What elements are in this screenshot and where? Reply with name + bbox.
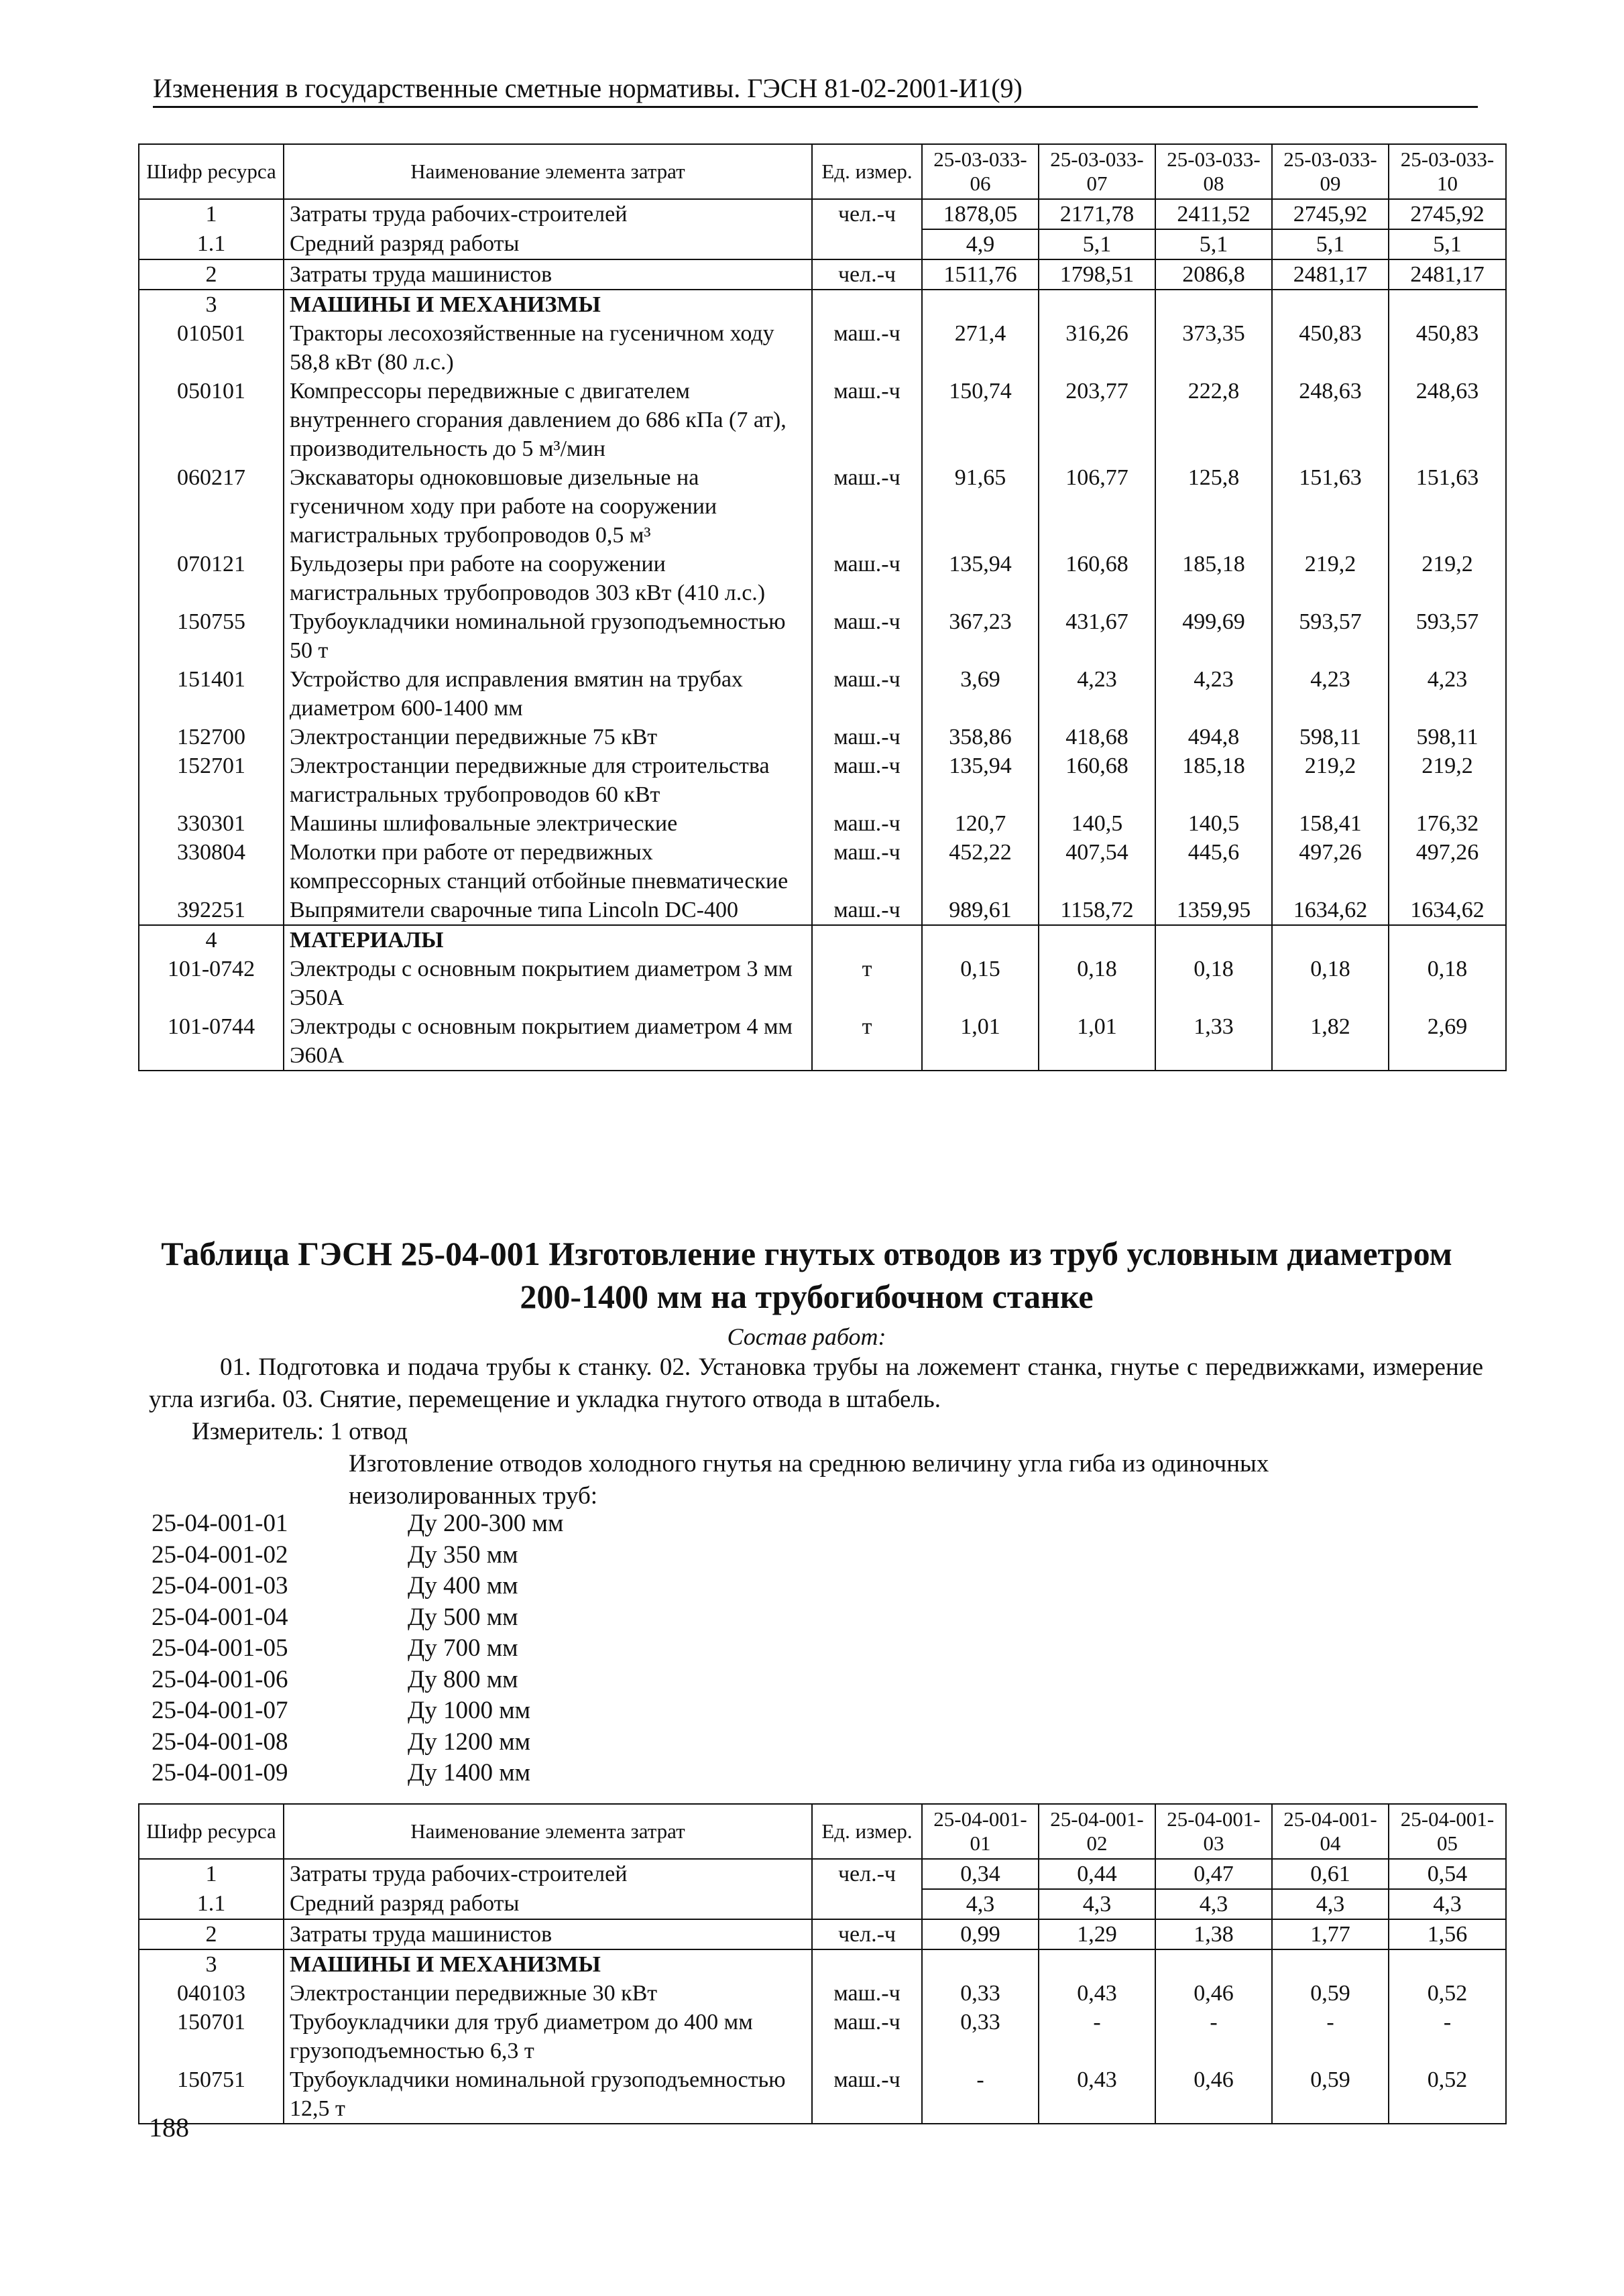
table-row [139,1889,1506,1919]
table-row [139,319,1506,377]
norm-code: 25-04-001-03 [152,1572,288,1599]
row-value [1039,925,1155,955]
row-value: 450,83 [1272,319,1389,377]
row-value: 0,18 [1389,955,1506,1012]
row-unit [812,229,922,259]
row-value: - [1039,2008,1155,2065]
row-value: 1,82 [1272,1012,1389,1071]
row-name: МАТЕРИАЛЫ [284,925,812,955]
row-value: 1798,51 [1039,259,1155,290]
row-value: 0,47 [1155,1859,1272,1889]
meter-text: Измеритель: 1 отвод [192,1418,408,1445]
row-name: Молотки при работе от передвижных компрессорных станций отбойные пневматические [284,838,812,896]
row-value: 120,7 [922,809,1039,838]
col-header-norm: 25-04-001-05 [1389,1804,1506,1859]
row-value [922,290,1039,319]
row-value [1155,290,1272,319]
row-value: 497,26 [1389,838,1506,896]
row-name: Машины шлифовальные электрические [284,809,812,838]
row-value: 4,23 [1155,665,1272,723]
row-value: 2481,17 [1272,259,1389,290]
norm-diameter: Ду 700 мм [408,1634,518,1662]
norm-diameter: Ду 200-300 мм [408,1510,564,1537]
row-value: - [1272,2008,1389,2065]
row-value: 431,67 [1039,607,1155,665]
col-header-name: Наименование элемента затрат [284,1804,812,1859]
row-code: 3 [139,290,284,319]
row-value: 248,63 [1272,377,1389,463]
row-value: 1,38 [1155,1919,1272,1949]
row-value: 5,1 [1039,229,1155,259]
row-name: Средний разряд работы [284,229,812,259]
norm-diameter: Ду 400 мм [408,1572,518,1599]
table-row [139,1012,1506,1071]
table-row [139,2008,1506,2065]
row-code: 152700 [139,723,284,751]
row-unit: маш.-ч [812,377,922,463]
row-value: 135,94 [922,751,1039,809]
row-value: 4,3 [1272,1889,1389,1919]
row-value: 140,5 [1039,809,1155,838]
norm-code: 25-04-001-09 [152,1759,288,1787]
row-value: 151,63 [1389,463,1506,550]
row-name: Электроды с основным покрытием диаметром 4 мм Э60А [284,1012,812,1071]
row-value: 1,01 [922,1012,1039,1071]
col-header-norm: 25-04-001-02 [1039,1804,1155,1859]
row-value: 140,5 [1155,809,1272,838]
row-value: 0,59 [1272,1979,1389,2008]
norm-item [152,1665,563,1696]
table-row [139,1979,1506,2008]
row-unit: маш.-ч [812,319,922,377]
col-header-unit: Ед. измер. [812,1804,922,1859]
col-header-name: Наименование элемента затрат [284,144,812,199]
row-name: Трубоукладчики номинальной грузоподъемностью 12,5 т [284,2065,812,2124]
row-name: Трубоукладчики номинальной грузоподъемностью 50 т [284,607,812,665]
row-value [1155,1949,1272,1979]
row-name: Затраты труда машинистов [284,259,812,290]
row-value: 1158,72 [1039,896,1155,925]
row-unit: маш.-ч [812,1979,922,2008]
row-name: Электростанции передвижные для строительства магистральных трубопроводов 60 кВт [284,751,812,809]
norm-description: Изготовление отводов холодного гнутья на среднюю величину угла гиба из одиночных неизолированных труб: [349,1450,1269,1510]
row-value: 2,69 [1389,1012,1506,1071]
row-value: 248,63 [1389,377,1506,463]
row-value [922,925,1039,955]
col-header-norm: 25-04-001-03 [1155,1804,1272,1859]
row-value: 445,6 [1155,838,1272,896]
row-value: 598,11 [1389,723,1506,751]
row-value: 150,74 [922,377,1039,463]
row-value: 0,33 [922,1979,1039,2008]
row-unit: маш.-ч [812,463,922,550]
row-value: - [1155,2008,1272,2065]
row-unit: маш.-ч [812,751,922,809]
row-value: 1634,62 [1272,896,1389,925]
row-code: 152701 [139,751,284,809]
norm-code: 25-04-001-08 [152,1728,288,1756]
row-unit: чел.-ч [812,1919,922,1949]
row-unit [812,1949,922,1979]
table-row [139,896,1506,925]
row-unit [812,290,922,319]
norm-item [152,1633,563,1665]
row-unit: маш.-ч [812,2065,922,2124]
row-name: МАШИНЫ И МЕХАНИЗМЫ [284,290,812,319]
operations-text: 01. Подготовка и подача трубы к станку. 02. Установка трубы на ложемент станка, гнутье с передвижками, измерение угла изгиба. 03. Снятие, перемещение и укладка гнутого отвода в штабель. [149,1353,1483,1413]
col-header-norm: 25-03-033-06 [922,144,1039,199]
row-name: МАШИНЫ И МЕХАНИЗМЫ [284,1949,812,1979]
norm-item [152,1571,563,1602]
row-value: 5,1 [1389,229,1506,259]
row-name: Затраты труда рабочих-строителей [284,1859,812,1889]
row-value: 4,23 [1389,665,1506,723]
row-code: 050101 [139,377,284,463]
table-row [139,550,1506,607]
row-value: 4,23 [1039,665,1155,723]
row-value: 450,83 [1389,319,1506,377]
row-unit: маш.-ч [812,2008,922,2065]
row-unit [812,1889,922,1919]
row-code: 150751 [139,2065,284,2124]
row-value: 222,8 [1155,377,1272,463]
col-header-norm: 25-03-033-08 [1155,144,1272,199]
row-code: 151401 [139,665,284,723]
row-unit: чел.-ч [812,199,922,229]
row-value: 0,18 [1272,955,1389,1012]
row-name: Электростанции передвижные 30 кВт [284,1979,812,2008]
row-name: Выпрямители сварочные типа Lincoln DC-400 [284,896,812,925]
page-number: 188 [149,2112,189,2142]
col-header-norm: 25-04-001-01 [922,1804,1039,1859]
table-row [139,751,1506,809]
row-code: 150755 [139,607,284,665]
row-value: 271,4 [922,319,1039,377]
row-name: Компрессоры передвижные с двигателем внутреннего сгорания давлением до 686 кПа (7 ат), производительность до 5 м³/мин [284,377,812,463]
row-code: 2 [139,259,284,290]
row-code: 1.1 [139,229,284,259]
row-value: 0,54 [1389,1859,1506,1889]
row-value: 2086,8 [1155,259,1272,290]
table-row [139,2065,1506,2124]
row-value [1389,1949,1506,1979]
row-value: 4,3 [1039,1889,1155,1919]
row-value: 160,68 [1039,751,1155,809]
row-unit: маш.-ч [812,838,922,896]
row-value: 1511,76 [922,259,1039,290]
row-value [1272,290,1389,319]
row-unit: маш.-ч [812,550,922,607]
row-unit: маш.-ч [812,723,922,751]
row-value [1272,1949,1389,1979]
row-code: 1.1 [139,1889,284,1919]
running-header: Изменения в государственные сметные нормативы. ГЭСН 81-02-2001-И1(9) [153,72,1478,108]
table-row [139,838,1506,896]
row-code: 060217 [139,463,284,550]
row-value: 151,63 [1272,463,1389,550]
row-unit: маш.-ч [812,809,922,838]
norm-code: 25-04-001-05 [152,1634,288,1662]
row-code: 1 [139,1859,284,1889]
row-value: 373,35 [1155,319,1272,377]
col-header-norm: 25-03-033-10 [1389,144,1506,199]
row-code: 1 [139,199,284,229]
norm-item [152,1540,563,1571]
row-value: 0,44 [1039,1859,1155,1889]
row-value: 497,26 [1272,838,1389,896]
row-value: 1,77 [1272,1919,1389,1949]
norm-diameter: Ду 1000 мм [408,1697,531,1724]
table-row [139,607,1506,665]
norm-diameter: Ду 800 мм [408,1665,518,1693]
row-value: 203,77 [1039,377,1155,463]
table-row [139,925,1506,955]
composition-caption: Состав работ: [727,1323,886,1350]
col-header-unit: Ед. измер. [812,144,922,199]
row-value: 135,94 [922,550,1039,607]
norm-item [152,1602,563,1634]
row-value: 185,18 [1155,550,1272,607]
row-value: 598,11 [1272,723,1389,751]
table-title-line-1: Таблица ГЭСН 25-04-001 Изготовление гнутых отводов из труб условным диаметром [161,1235,1452,1272]
col-header-norm: 25-03-033-07 [1039,144,1155,199]
row-value: 1,29 [1039,1919,1155,1949]
row-value: 106,77 [1039,463,1155,550]
norm-item [152,1508,563,1540]
row-value: 418,68 [1039,723,1155,751]
row-value: 5,1 [1272,229,1389,259]
row-value: 4,23 [1272,665,1389,723]
row-value: 499,69 [1155,607,1272,665]
table-row [139,199,1506,229]
table-row [139,1949,1506,1979]
table-row [139,1859,1506,1889]
row-value: 0,15 [922,955,1039,1012]
resource-table-25-04-001 [138,1803,1507,2124]
row-value: 0,43 [1039,2065,1155,2124]
norm-item [152,1758,563,1789]
table-header-row [139,1804,1506,1859]
row-value: 494,8 [1155,723,1272,751]
norm-list [152,1508,563,1789]
col-header-code: Шифр ресурса [139,1804,284,1859]
norm-diameter: Ду 500 мм [408,1603,518,1631]
row-value [1039,1949,1155,1979]
col-header-code: Шифр ресурса [139,144,284,199]
row-unit: маш.-ч [812,607,922,665]
row-value: 219,2 [1272,751,1389,809]
row-value: 1,33 [1155,1012,1272,1071]
row-name: Тракторы лесохозяйственные на гусеничном ходу 58,8 кВт (80 л.с.) [284,319,812,377]
row-value: 316,26 [1039,319,1155,377]
table-row [139,463,1506,550]
row-value: 2171,78 [1039,199,1155,229]
row-value: 185,18 [1155,751,1272,809]
row-value: 0,52 [1389,2065,1506,2124]
row-value: 4,3 [1155,1889,1272,1919]
row-value: 0,34 [922,1859,1039,1889]
row-value: 2745,92 [1272,199,1389,229]
row-code: 010501 [139,319,284,377]
row-value [1389,925,1506,955]
row-value: 0,59 [1272,2065,1389,2124]
row-value: 4,3 [1389,1889,1506,1919]
row-value: 4,9 [922,229,1039,259]
row-value: - [1389,2008,1506,2065]
row-name: Трубоукладчики для труб диаметром до 400 мм грузоподъемностью 6,3 т [284,2008,812,2065]
row-value: 452,22 [922,838,1039,896]
norm-item [152,1727,563,1758]
norm-diameter: Ду 1400 мм [408,1759,531,1787]
row-value: 5,1 [1155,229,1272,259]
norm-diameter: Ду 1200 мм [408,1728,531,1756]
table-title [138,1232,1475,1318]
table-body [139,199,1506,1071]
row-value: 2481,17 [1389,259,1506,290]
row-value: - [922,2065,1039,2124]
row-value: 358,86 [922,723,1039,751]
row-value: 989,61 [922,896,1039,925]
row-code: 4 [139,925,284,955]
table-body [139,1859,1506,2124]
row-unit [812,925,922,955]
row-value: 3,69 [922,665,1039,723]
table-row [139,259,1506,290]
row-value: 158,41 [1272,809,1389,838]
row-value: 2411,52 [1155,199,1272,229]
row-code: 392251 [139,896,284,925]
row-value: 160,68 [1039,550,1155,607]
resource-table-25-03-033 [138,143,1507,1071]
row-unit: маш.-ч [812,896,922,925]
table-row [139,723,1506,751]
row-value: 1634,62 [1389,896,1506,925]
row-name: Бульдозеры при работе на сооружении магистральных трубопроводов 303 кВт (410 л.с.) [284,550,812,607]
row-code: 330804 [139,838,284,896]
row-value: 91,65 [922,463,1039,550]
row-unit: маш.-ч [812,665,922,723]
norm-code: 25-04-001-06 [152,1665,288,1693]
table-row [139,290,1506,319]
row-value: 176,32 [1389,809,1506,838]
row-unit: т [812,955,922,1012]
table-row [139,377,1506,463]
row-value: 0,18 [1155,955,1272,1012]
row-value: 0,46 [1155,1979,1272,2008]
table-row [139,229,1506,259]
table-row [139,955,1506,1012]
row-value: 125,8 [1155,463,1272,550]
norm-code: 25-04-001-07 [152,1697,288,1724]
col-header-norm: 25-03-033-09 [1272,144,1389,199]
row-unit: чел.-ч [812,1859,922,1889]
row-value: 219,2 [1389,550,1506,607]
row-code: 040103 [139,1979,284,2008]
row-value: 407,54 [1039,838,1155,896]
table-row [139,665,1506,723]
row-value: 1,01 [1039,1012,1155,1071]
row-value: 593,57 [1272,607,1389,665]
row-value: 367,23 [922,607,1039,665]
row-value: 0,18 [1039,955,1155,1012]
row-value: 593,57 [1389,607,1506,665]
row-value [1155,925,1272,955]
row-name: Средний разряд работы [284,1889,812,1919]
row-value: 0,99 [922,1919,1039,1949]
row-name: Электроды с основным покрытием диаметром 3 мм Э50А [284,955,812,1012]
row-code: 330301 [139,809,284,838]
row-value: 0,33 [922,2008,1039,2065]
table-header-row [139,144,1506,199]
row-value [1039,290,1155,319]
table-row [139,1919,1506,1949]
col-header-norm: 25-04-001-04 [1272,1804,1389,1859]
row-code: 101-0744 [139,1012,284,1071]
row-name: Устройство для исправления вмятин на трубах диаметром 600-1400 мм [284,665,812,723]
row-name: Экскаваторы одноковшовые дизельные на гусеничном ходу при работе на сооружении магистральных трубопроводов 0,5 м³ [284,463,812,550]
norm-diameter: Ду 350 мм [408,1540,518,1569]
row-value: 219,2 [1272,550,1389,607]
row-value: 1878,05 [922,199,1039,229]
row-code: 070121 [139,550,284,607]
row-value: 1359,95 [1155,896,1272,925]
row-value: 0,52 [1389,1979,1506,2008]
norm-code: 25-04-001-04 [152,1603,288,1631]
row-value: 2745,92 [1389,199,1506,229]
row-name: Затраты труда машинистов [284,1919,812,1949]
norm-code: 25-04-001-02 [152,1540,288,1569]
row-code: 101-0742 [139,955,284,1012]
row-unit: чел.-ч [812,259,922,290]
row-unit: т [812,1012,922,1071]
table-title-line-2: 200-1400 мм на трубогибочном станке [520,1278,1094,1315]
row-code: 2 [139,1919,284,1949]
row-value: 219,2 [1389,751,1506,809]
row-value: 4,3 [922,1889,1039,1919]
row-name: Затраты труда рабочих-строителей [284,199,812,229]
row-value [1389,290,1506,319]
row-value: 0,46 [1155,2065,1272,2124]
row-value [1272,925,1389,955]
row-value: 0,43 [1039,1979,1155,2008]
row-value: 1,56 [1389,1919,1506,1949]
norm-item [152,1695,563,1727]
row-value [922,1949,1039,1979]
norm-code: 25-04-001-01 [152,1510,288,1537]
row-name: Электростанции передвижные 75 кВт [284,723,812,751]
row-code: 150701 [139,2008,284,2065]
row-value: 0,61 [1272,1859,1389,1889]
table-row [139,809,1506,838]
row-code: 3 [139,1949,284,1979]
